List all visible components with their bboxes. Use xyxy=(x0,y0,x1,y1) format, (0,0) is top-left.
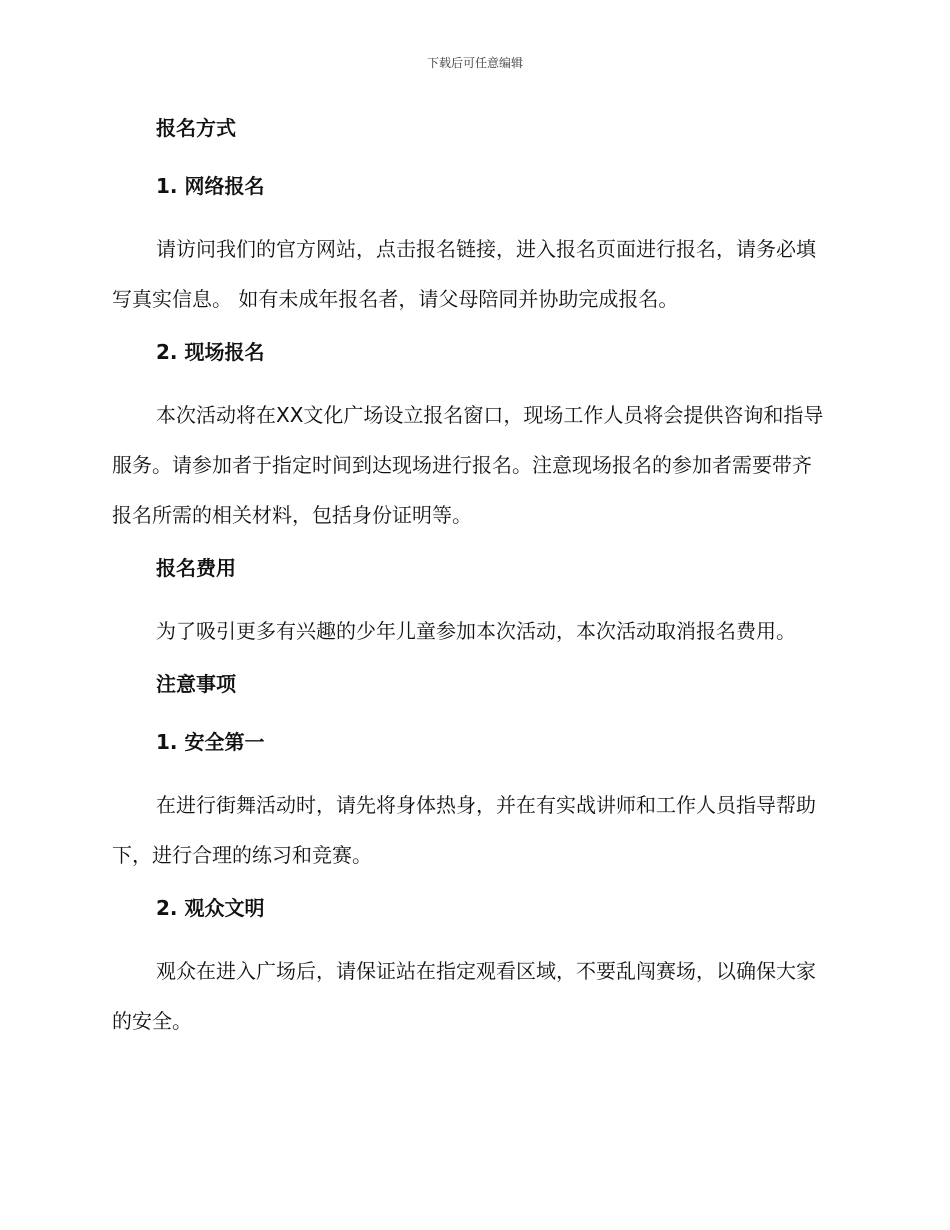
paragraph-audience-civility: 观众在进入广场后，请保证站在指定观看区域，不要乱闯赛场，以确保大家的安全。 xyxy=(112,959,816,1033)
header-note: 下载后可任意编辑 xyxy=(426,56,523,70)
paragraph-online-registration: 请访问我们的官方网站，点击报名链接，进入报名页面进行报名，请务必填写真实信息。 如有未成年报名者，请父母陪同并协助完成报名。 xyxy=(112,237,816,311)
paragraph-safety-first: 在进行街舞活动时，请先将身体热身，并在有实战讲师和工作人员指导帮助下，进行合理的练习和竞赛。 xyxy=(112,793,816,867)
subsection-title-audience-civility: 2. 观众文明 xyxy=(156,896,265,920)
subsection-title-onsite-registration: 2. 现场报名 xyxy=(156,340,265,364)
paragraph-onsite-registration: 本次活动将在XX文化广场设立报名窗口，现场工作人员将会提供咨询和指导服务。请参加者于指定时间到达现场进行报名。注意现场报名的参加者需要带齐报名所需的相关材料，包括身份证明等。 xyxy=(112,403,824,527)
subsection-title-online-registration: 1. 网络报名 xyxy=(156,174,265,198)
section-title-registration-fee: 报名费用 xyxy=(156,556,236,580)
section-title-registration-method: 报名方式 xyxy=(156,116,236,140)
section-title-notices: 注意事项 xyxy=(156,672,236,696)
paragraph-registration-fee: 为了吸引更多有兴趣的少年儿童参加本次活动，本次活动取消报名费用。 xyxy=(156,619,796,643)
subsection-title-safety-first: 1. 安全第一 xyxy=(156,730,265,754)
document-body xyxy=(112,108,830,1054)
